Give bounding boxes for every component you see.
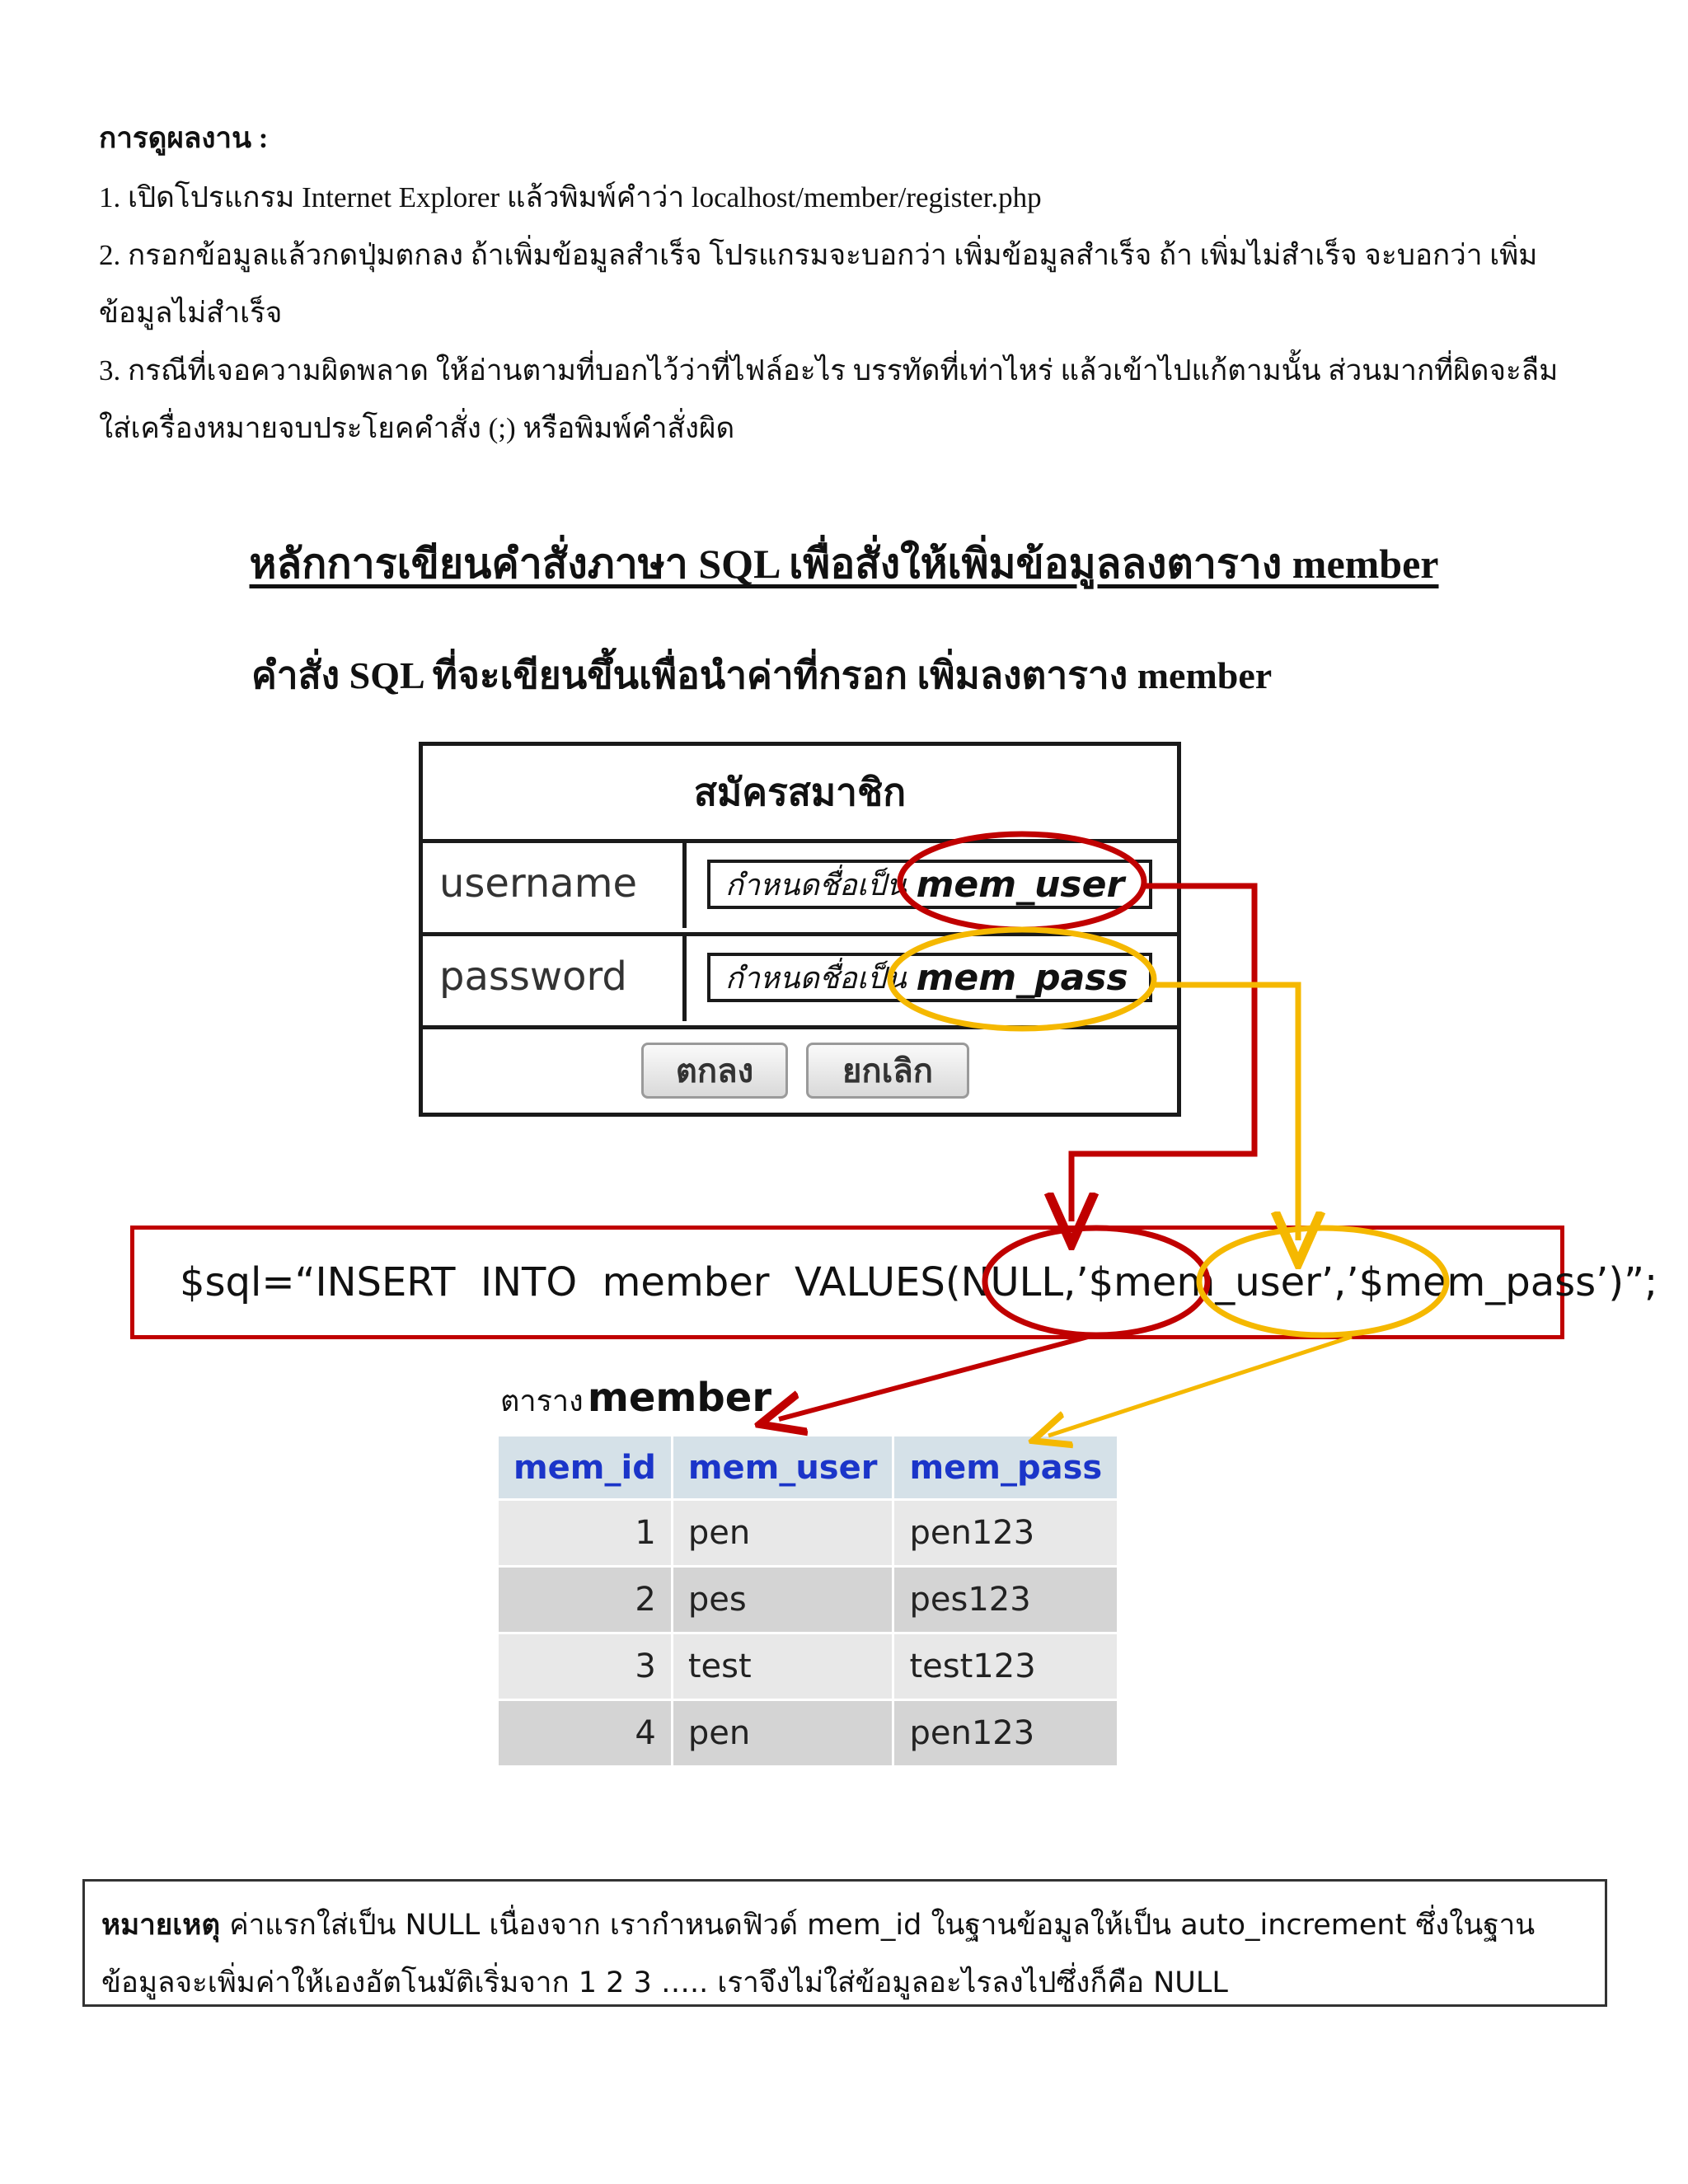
cell-mem-pass: pes123	[893, 1567, 1118, 1633]
table-row	[498, 1567, 1118, 1633]
step-2: 2. กรอกข้อมูลแล้วกดปุ่มตกลง ถ้าเพิ่มข้อมูลสำเร็จ โปรแกรมจะบอกว่า เพิ่มข้อมูลสำเร็จ ถ้า เพิ่มไม่สำเร็จ จะบอกว่า เพิ่มข้อมูลไม่สำเร็จ	[99, 239, 1538, 329]
yellow-arrow-sql-to-table	[1048, 1337, 1352, 1436]
cell-mem-user: pen	[672, 1700, 893, 1767]
red-arrow-sql-to-table	[779, 1337, 1088, 1419]
password-field-name: mem_pass	[916, 956, 1128, 999]
table-row	[498, 1700, 1118, 1767]
register-form	[419, 742, 1181, 1117]
header-mem-pass: mem_pass	[893, 1436, 1118, 1500]
table-caption-name: member	[587, 1375, 771, 1421]
table-header-row	[498, 1436, 1118, 1500]
cancel-button[interactable]: ยกเลิก	[806, 1043, 969, 1099]
header-mem-user: mem_user	[672, 1436, 893, 1500]
page-heading: การดูผลงาน :	[99, 122, 269, 154]
member-table	[496, 1434, 1119, 1768]
password-row	[423, 932, 1177, 1029]
table-caption-prefix: ตาราง	[500, 1385, 584, 1418]
cell-mem-id: 4	[498, 1700, 673, 1767]
cell-mem-pass: pen123	[893, 1500, 1118, 1567]
section-title: หลักการเขียนคำสั่งภาษา SQL เพื่อสั่งให้เพิ่มข้อมูลลงตาราง member	[249, 541, 1439, 587]
username-input[interactable]	[707, 860, 1152, 909]
cell-mem-user: pes	[672, 1567, 893, 1633]
cell-mem-pass: pen123	[893, 1700, 1118, 1767]
cell-mem-id: 1	[498, 1500, 673, 1567]
step-3: 3. กรณีที่เจอความผิดพลาด ให้อ่านตามที่บอกไว้ว่าที่ไฟล์อะไร บรรทัดที่เท่าไหร่ แล้วเข้าไปแก้ตามนั้น ส่วนมากที่ผิดจะลืมใส่เครื่องหมายจบประโยคคำสั่ง (;) หรือพิมพ์คำสั่งผิด	[99, 354, 1559, 444]
cell-mem-id: 2	[498, 1567, 673, 1633]
username-row	[423, 839, 1177, 936]
username-hint: กำหนดชื่อเป็น	[725, 868, 907, 902]
sub-title: คำสั่ง SQL ที่จะเขียนขึ้นเพื่อนำค่าที่กรอก เพิ่มลงตาราง member	[251, 654, 1273, 696]
sql-statement: $sql=“INSERT INTO member VALUES(NULL,’$mem_user’,’$mem_pass’)”;	[130, 1226, 1564, 1339]
table-row	[498, 1633, 1118, 1700]
cell-mem-user: pen	[672, 1500, 893, 1567]
table-caption	[500, 1375, 771, 1424]
username-label: username	[423, 839, 687, 928]
password-input[interactable]	[707, 953, 1152, 1002]
step-1: 1. เปิดโปรแกรม Internet Explorer แล้วพิมพ์คำว่า localhost/member/register.php	[99, 181, 1042, 213]
note-text: ค่าแรกใส่เป็น NULL เนื่องจาก เรากำหนดฟิวด์ mem_id ในฐานข้อมูลให้เป็น auto_increment ซึ่งในฐานข้อมูลจะเพิ่มค่าให้เองอัตโนมัติเริ่มจาก 1 2 3 ….. เราจึงไม่ใส่ข้อมูลอะไรลงไปซึ่งก็คือ NULL	[101, 1909, 1536, 1999]
cell-mem-user: test	[672, 1633, 893, 1700]
ok-button[interactable]: ตกลง	[641, 1043, 788, 1099]
table-row	[498, 1500, 1118, 1567]
username-field-name: mem_user	[916, 863, 1125, 906]
cell-mem-id: 3	[498, 1633, 673, 1700]
form-title: สมัครสมาชิก	[423, 746, 1177, 843]
password-label: password	[423, 932, 687, 1021]
cell-mem-pass: test123	[893, 1633, 1118, 1700]
header-mem-id: mem_id	[498, 1436, 673, 1500]
note-label: หมายเหตุ	[101, 1909, 221, 1942]
note-box	[82, 1879, 1607, 2007]
password-hint: กำหนดชื่อเป็น	[725, 961, 907, 995]
